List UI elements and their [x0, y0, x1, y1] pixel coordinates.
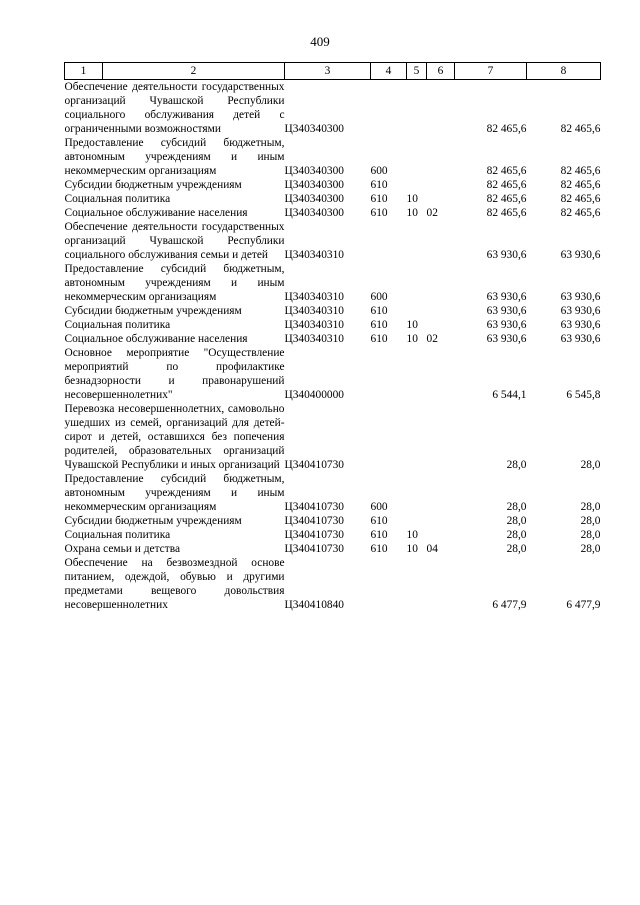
table-row [65, 528, 601, 542]
amount-year-1: 82 465,6 [486, 165, 527, 177]
target-code: Ц340410730 [284, 515, 344, 527]
expense-type-code: 610 [370, 529, 388, 541]
expense-name: Субсидии бюджетным учреждениям [64, 305, 242, 317]
section-code: 10 [406, 319, 418, 331]
table-row [65, 220, 601, 262]
expense-name: Охрана семьи и детства [64, 543, 180, 555]
amount-year-1: 82 465,6 [486, 193, 527, 205]
amount-year-1: 28,0 [506, 459, 527, 471]
amount-year-1: 28,0 [506, 543, 527, 555]
expense-name: Обеспечение на безвозмездной основе питанием, одеждой, обувью и другими предметами вещевого довольствия несовершеннолетних [64, 557, 285, 611]
section-code [407, 136, 427, 178]
subsection-code [427, 304, 455, 318]
header-cell-7: 7 [455, 63, 527, 80]
expense-name: Обеспечение деятельности государственных организаций Чувашской Республики социального обслуживания семьи и детей [64, 221, 285, 261]
section-code [407, 220, 427, 262]
table-row [65, 136, 601, 178]
header-cell-4: 4 [371, 63, 407, 80]
amount-year-2: 82 465,6 [560, 207, 601, 219]
budget-table [64, 62, 601, 612]
expense-name: Перевозка несовершеннолетних, самовольно ушедших из семей, организаций для детей-сирот и детей, оставшихся без попечения родителей, образовательных организаций Чувашской Республики и иных организаций [64, 403, 285, 471]
table-row [65, 192, 601, 206]
expense-type-code [371, 556, 407, 612]
expense-name: Предоставление субсидий бюджетным, автономным учреждениям и иным некоммерческим организациям [64, 137, 285, 177]
subsection-code [427, 318, 455, 332]
amount-year-1: 63 930,6 [486, 305, 527, 317]
amount-year-1: 28,0 [506, 501, 527, 513]
section-code [407, 402, 427, 472]
section-code [407, 472, 427, 514]
amount-year-2: 63 930,6 [560, 305, 601, 317]
amount-year-1: 82 465,6 [486, 207, 527, 219]
section-code: 10 [406, 193, 418, 205]
target-code: Ц340340310 [284, 333, 344, 345]
target-code: Ц340340300 [284, 207, 344, 219]
section-code [407, 346, 427, 402]
expense-type-code [371, 346, 407, 402]
amount-year-2: 82 465,6 [560, 123, 601, 135]
expense-type-code: 610 [370, 333, 388, 345]
expense-name: Обеспечение деятельности государственных организаций Чувашской Республики социального обслуживания детей с ограниченными возможностями [64, 81, 285, 135]
subsection-code: 02 [426, 207, 438, 219]
amount-year-1: 28,0 [506, 529, 527, 541]
target-code: Ц340340310 [284, 291, 344, 303]
amount-year-2: 63 930,6 [560, 319, 601, 331]
target-code: Ц340410730 [284, 501, 344, 513]
expense-type-code: 610 [370, 207, 388, 219]
amount-year-2: 28,0 [580, 529, 601, 541]
subsection-code [427, 220, 455, 262]
amount-year-2: 6 545,8 [566, 389, 601, 401]
header-cell-8: 8 [527, 63, 601, 80]
table-row [65, 332, 601, 346]
expense-type-code: 610 [370, 515, 388, 527]
section-code: 10 [406, 543, 418, 555]
expense-type-code: 600 [370, 501, 388, 513]
amount-year-1: 28,0 [506, 515, 527, 527]
subsection-code [427, 472, 455, 514]
amount-year-2: 63 930,6 [560, 249, 601, 261]
expense-type-code [371, 220, 407, 262]
table-row [65, 178, 601, 192]
subsection-code [427, 80, 455, 137]
header-row [65, 63, 601, 80]
section-code: 10 [406, 529, 418, 541]
section-code [407, 262, 427, 304]
target-code: Ц340340300 [284, 193, 344, 205]
section-code: 10 [406, 333, 418, 345]
amount-year-2: 28,0 [580, 501, 601, 513]
expense-type-code: 600 [370, 165, 388, 177]
expense-name: Основное мероприятие "Осуществление мероприятий по профилактике безнадзорности и правонарушений несовершеннолетних" [64, 347, 285, 401]
expense-type-code: 610 [370, 193, 388, 205]
amount-year-2: 82 465,6 [560, 179, 601, 191]
expense-type-code [371, 80, 407, 137]
target-code: Ц340400000 [284, 389, 344, 401]
amount-year-1: 63 930,6 [486, 333, 527, 345]
expense-name: Социальная политика [64, 193, 171, 205]
target-code: Ц340340310 [284, 249, 344, 261]
header-cell-2: 2 [103, 63, 285, 80]
subsection-code: 04 [426, 543, 438, 555]
amount-year-1: 6 477,9 [492, 599, 527, 611]
subsection-code [427, 556, 455, 612]
subsection-code [427, 528, 455, 542]
subsection-code [427, 262, 455, 304]
section-code [407, 178, 427, 192]
expense-name: Субсидии бюджетным учреждениям [64, 515, 242, 527]
amount-year-2: 28,0 [580, 543, 601, 555]
table-row [65, 318, 601, 332]
table-row [65, 514, 601, 528]
header-cell-1: 1 [65, 63, 103, 80]
subsection-code [427, 192, 455, 206]
expense-name: Социальное обслуживание населения [64, 207, 248, 219]
expense-name: Социальная политика [64, 319, 171, 331]
header-cell-5: 5 [407, 63, 427, 80]
expense-type-code: 600 [370, 291, 388, 303]
target-code: Ц340340310 [284, 319, 344, 331]
expense-name: Социальная политика [64, 529, 171, 541]
target-code: Ц340340310 [284, 305, 344, 317]
amount-year-1: 82 465,6 [486, 179, 527, 191]
expense-type-code: 610 [370, 319, 388, 331]
section-code: 10 [406, 207, 418, 219]
target-code: Ц340340300 [284, 165, 344, 177]
expense-type-code: 610 [370, 179, 388, 191]
section-code [407, 514, 427, 528]
table-row [65, 346, 601, 402]
table-row [65, 80, 601, 137]
expense-type-code: 610 [370, 543, 388, 555]
target-code: Ц340340300 [284, 123, 344, 135]
subsection-code [427, 136, 455, 178]
table-row [65, 304, 601, 318]
table-row [65, 472, 601, 514]
expense-type-code [371, 402, 407, 472]
subsection-code [427, 178, 455, 192]
amount-year-2: 82 465,6 [560, 193, 601, 205]
amount-year-1: 6 544,1 [492, 389, 527, 401]
expense-name: Предоставление субсидий бюджетным, автономным учреждениям и иным некоммерческим организациям [64, 263, 285, 303]
amount-year-1: 63 930,6 [486, 249, 527, 261]
header-cell-3: 3 [285, 63, 371, 80]
section-code [407, 304, 427, 318]
target-code: Ц340410730 [284, 543, 344, 555]
header-cell-6: 6 [427, 63, 455, 80]
table-row [65, 262, 601, 304]
subsection-code [427, 346, 455, 402]
amount-year-2: 28,0 [580, 459, 601, 471]
section-code [407, 556, 427, 612]
expense-name: Социальное обслуживание населения [64, 333, 248, 345]
table-row [65, 556, 601, 612]
target-code: Ц340410730 [284, 529, 344, 541]
table-row [65, 206, 601, 220]
amount-year-1: 82 465,6 [486, 123, 527, 135]
amount-year-2: 28,0 [580, 515, 601, 527]
subsection-code: 02 [426, 333, 438, 345]
amount-year-1: 63 930,6 [486, 319, 527, 331]
section-code [407, 80, 427, 137]
amount-year-2: 6 477,9 [566, 599, 601, 611]
target-code: Ц340410730 [284, 459, 344, 471]
amount-year-2: 63 930,6 [560, 291, 601, 303]
amount-year-1: 63 930,6 [486, 291, 527, 303]
target-code: Ц340340300 [284, 179, 344, 191]
page-number: 409 [310, 34, 330, 49]
expense-name: Субсидии бюджетным учреждениям [64, 179, 242, 191]
table-body [65, 80, 601, 613]
expense-type-code: 610 [370, 305, 388, 317]
amount-year-2: 63 930,6 [560, 333, 601, 345]
target-code: Ц340410840 [284, 599, 344, 611]
subsection-code [427, 514, 455, 528]
subsection-code [427, 402, 455, 472]
table-row [65, 542, 601, 556]
table-row [65, 402, 601, 472]
amount-year-2: 82 465,6 [560, 165, 601, 177]
expense-name: Предоставление субсидий бюджетным, автономным учреждениям и иным некоммерческим организациям [64, 473, 285, 513]
